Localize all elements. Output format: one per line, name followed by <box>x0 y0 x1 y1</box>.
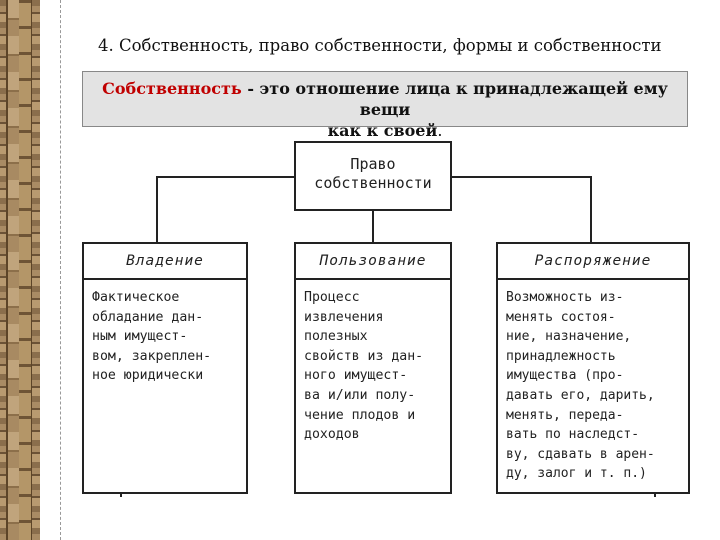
connector-right-horizontal <box>452 176 592 178</box>
branch-description: Возможность из- менять состоя- ние, назначение, принадлежность имущества (про- давать его, дарить, менять, переда- вать по наследст- ву, сдавать в арен- ду, залог и т. п.) <box>506 290 655 482</box>
branch-possession <box>82 242 248 494</box>
root-node-line2: собственности <box>314 174 432 192</box>
root-node <box>294 141 452 211</box>
definition-text-2: как к своей <box>327 121 438 140</box>
connector-left-horizontal <box>156 176 294 178</box>
branch-description: Процесс извлечения полезных свойств из дан- ного имущест- ва и/или полу- чение плодов и доходов <box>304 290 424 443</box>
connector-center-vertical <box>372 211 374 242</box>
root-node-line1: Право <box>350 155 396 173</box>
definition-text-1: - это отношение лица к принадлежащей ему вещи <box>241 79 668 119</box>
branch-title: Владение <box>84 244 246 280</box>
scan-mark <box>120 493 122 497</box>
branch-description: Фактическое обладание дан- ным имущест- вом, закреплен- ное юридически <box>92 290 212 384</box>
connector-left-vertical <box>156 176 158 242</box>
branch-title: Распоряжение <box>498 244 688 280</box>
slide-title: 4. Собственность, право собственности, формы и собственности <box>98 36 662 55</box>
definition-end: . <box>437 121 443 140</box>
branch-disposal <box>496 242 690 494</box>
scan-mark <box>654 493 656 497</box>
connector-right-vertical <box>590 176 592 242</box>
branch-use <box>294 242 452 494</box>
definition-term: Собственность <box>102 79 242 98</box>
branch-title: Пользование <box>296 244 450 280</box>
